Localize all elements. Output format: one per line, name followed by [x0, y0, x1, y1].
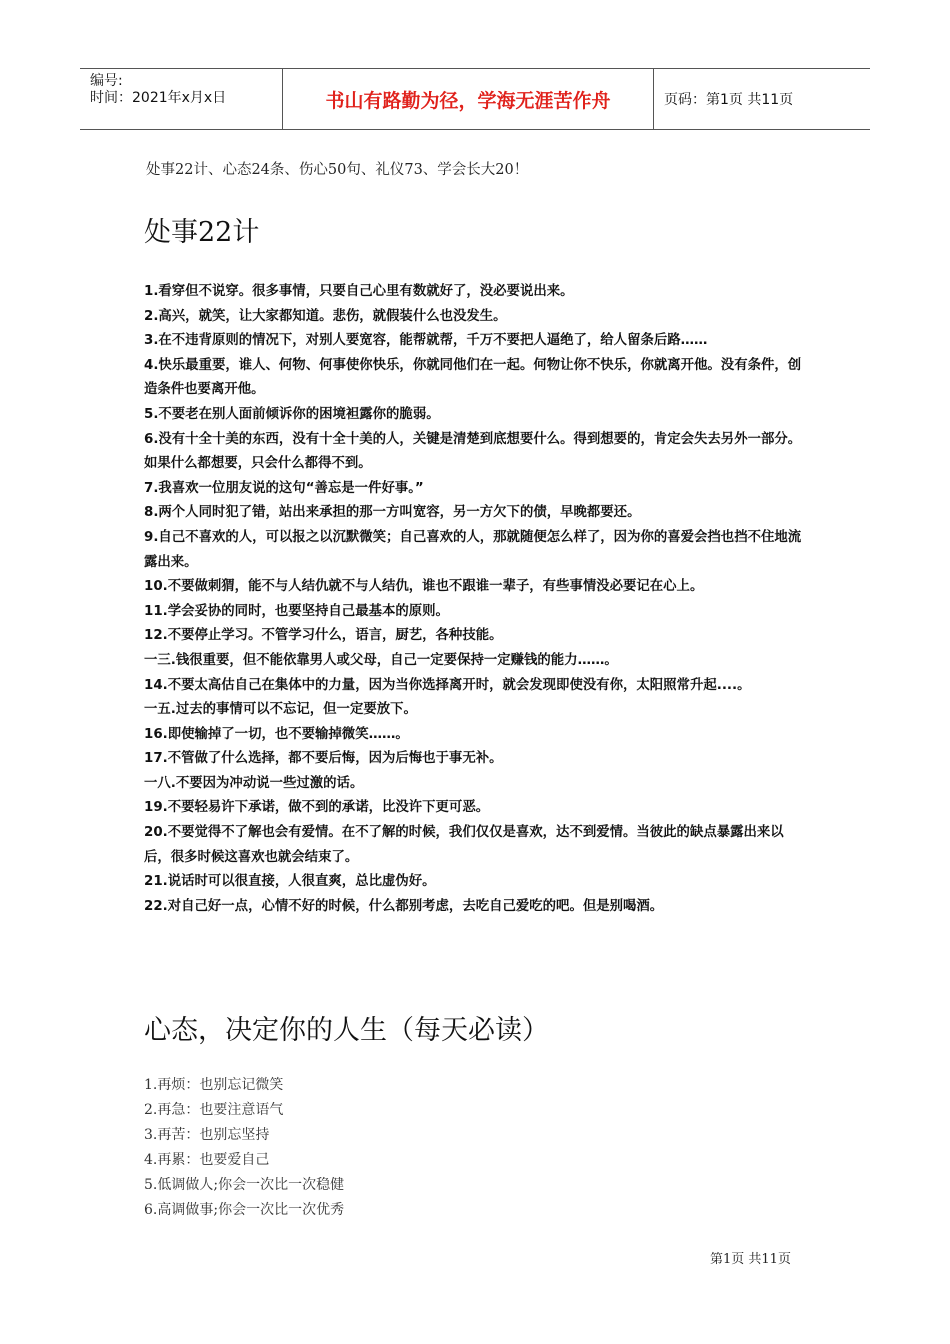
list-item: 14.不要太高估自己在集体中的力量，因为当你选择离开时，就会发现即使没有你，太阳照常升起....。	[144, 677, 751, 693]
section2-list	[144, 1073, 344, 1223]
list-item: 5.不要老在别人面前倾诉你的困境袒露你的脆弱。	[144, 406, 440, 422]
page-footer: 第1页 共11页	[710, 1252, 791, 1267]
list-item: 一三.钱很重要，但不能依靠男人或父母，自己一定要保持一定赚钱的能力……。	[144, 652, 618, 668]
header-meta	[80, 69, 282, 129]
list-item: 4.快乐最重要，谁人、何物、何事使你快乐，你就同他们在一起。何物让你不快乐，你就离开他。没有条件，创造条件也要离开他。	[144, 357, 802, 398]
page-header	[80, 68, 870, 130]
list-item: 一八.不要因为冲动说一些过激的话。	[144, 775, 364, 791]
list-item: 16.即使输掉了一切，也不要输掉微笑……。	[144, 726, 409, 742]
list-item: 3.再苦：也别忘坚持	[144, 1127, 270, 1143]
intro-line: 处事22计、心态24条、伤心50句、礼仪73、学会长大20！	[146, 162, 529, 178]
list-item: 20.不要觉得不了解也会有爱情。在不了解的时候，我们仅仅是喜欢，达不到爱情。当彼此的缺点暴露出来以后，很多时候这喜欢也就会结束了。	[144, 825, 784, 865]
list-item: 6.高调做事;你会一次比一次优秀	[144, 1202, 345, 1218]
list-item: 17.不管做了什么选择，都不要后悔，因为后悔也于事无补。	[144, 751, 503, 767]
list-item: 11.学会妥协的同时，也要坚持自己最基本的原则。	[144, 603, 449, 619]
list-item: 4.再累：也要爱自己	[144, 1152, 270, 1168]
list-item: 10.不要做刺猬，能不与人结仇就不与人结仇，谁也不跟谁一辈子，有些事情没必要记在心上。	[144, 579, 704, 595]
list-item: 1.看穿但不说穿。很多事情，只要自己心里有数就好了，没必要说出来。	[144, 284, 574, 299]
list-item: 5.低调做人;你会一次比一次稳健	[144, 1177, 345, 1193]
list-item: 22.对自己好一点，心情不好的时候，什么都别考虑，去吃自己爱吃的吧。但是别喝酒。	[144, 898, 664, 914]
header-page-info: 页码：第1页 共11页	[664, 92, 794, 108]
header-number-label: 编号:	[90, 73, 123, 89]
header-motto: 书山有路勤为径，学海无涯苦作舟	[282, 69, 654, 129]
list-item: 9.自己不喜欢的人，可以报之以沉默微笑；自己喜欢的人，那就随便怎么样了，因为你的喜爱会挡也挡不住地流露出来。	[144, 529, 802, 570]
list-item: 6.没有十全十美的东西，没有十全十美的人，关键是清楚到底想要什么。得到想要的，肯定会失去另外一部分。如果什么都想要，只会什么都得不到。	[144, 431, 802, 472]
section2-title: 心态，决定你的人生（每天必读）	[144, 1015, 549, 1046]
list-item: 19.不要轻易许下承诺，做不到的承诺，比没许下更可恶。	[144, 800, 490, 816]
list-item: 2.再急：也要注意语气	[144, 1102, 284, 1118]
list-item: 12.不要停止学习。不管学习什么，语言，厨艺，各种技能。	[144, 628, 503, 644]
list-item: 21.说话时可以很直接，人很直爽，总比虚伪好。	[144, 874, 436, 890]
list-item: 2.高兴，就笑，让大家都知道。悲伤，就假装什么也没发生。	[144, 308, 507, 324]
list-item: 8.两个人同时犯了错，站出来承担的那一方叫宽容，另一方欠下的债，早晚都要还。	[144, 505, 641, 521]
list-item: 3.在不违背原则的情况下，对别人要宽容，能帮就帮，千万不要把人逼绝了，给人留条后路……	[144, 333, 708, 349]
list-item: 1.再烦：也别忘记微笑	[144, 1077, 284, 1093]
section1-title: 处事22计	[144, 217, 260, 248]
section1-list	[144, 280, 810, 919]
header-date-label: 时间：2021年x月x日	[90, 90, 227, 106]
list-item: 一五.过去的事情可以不忘记，但一定要放下。	[144, 702, 417, 718]
list-item: 7.我喜欢一位朋友说的这句“善忘是一件好事。”	[144, 480, 424, 496]
